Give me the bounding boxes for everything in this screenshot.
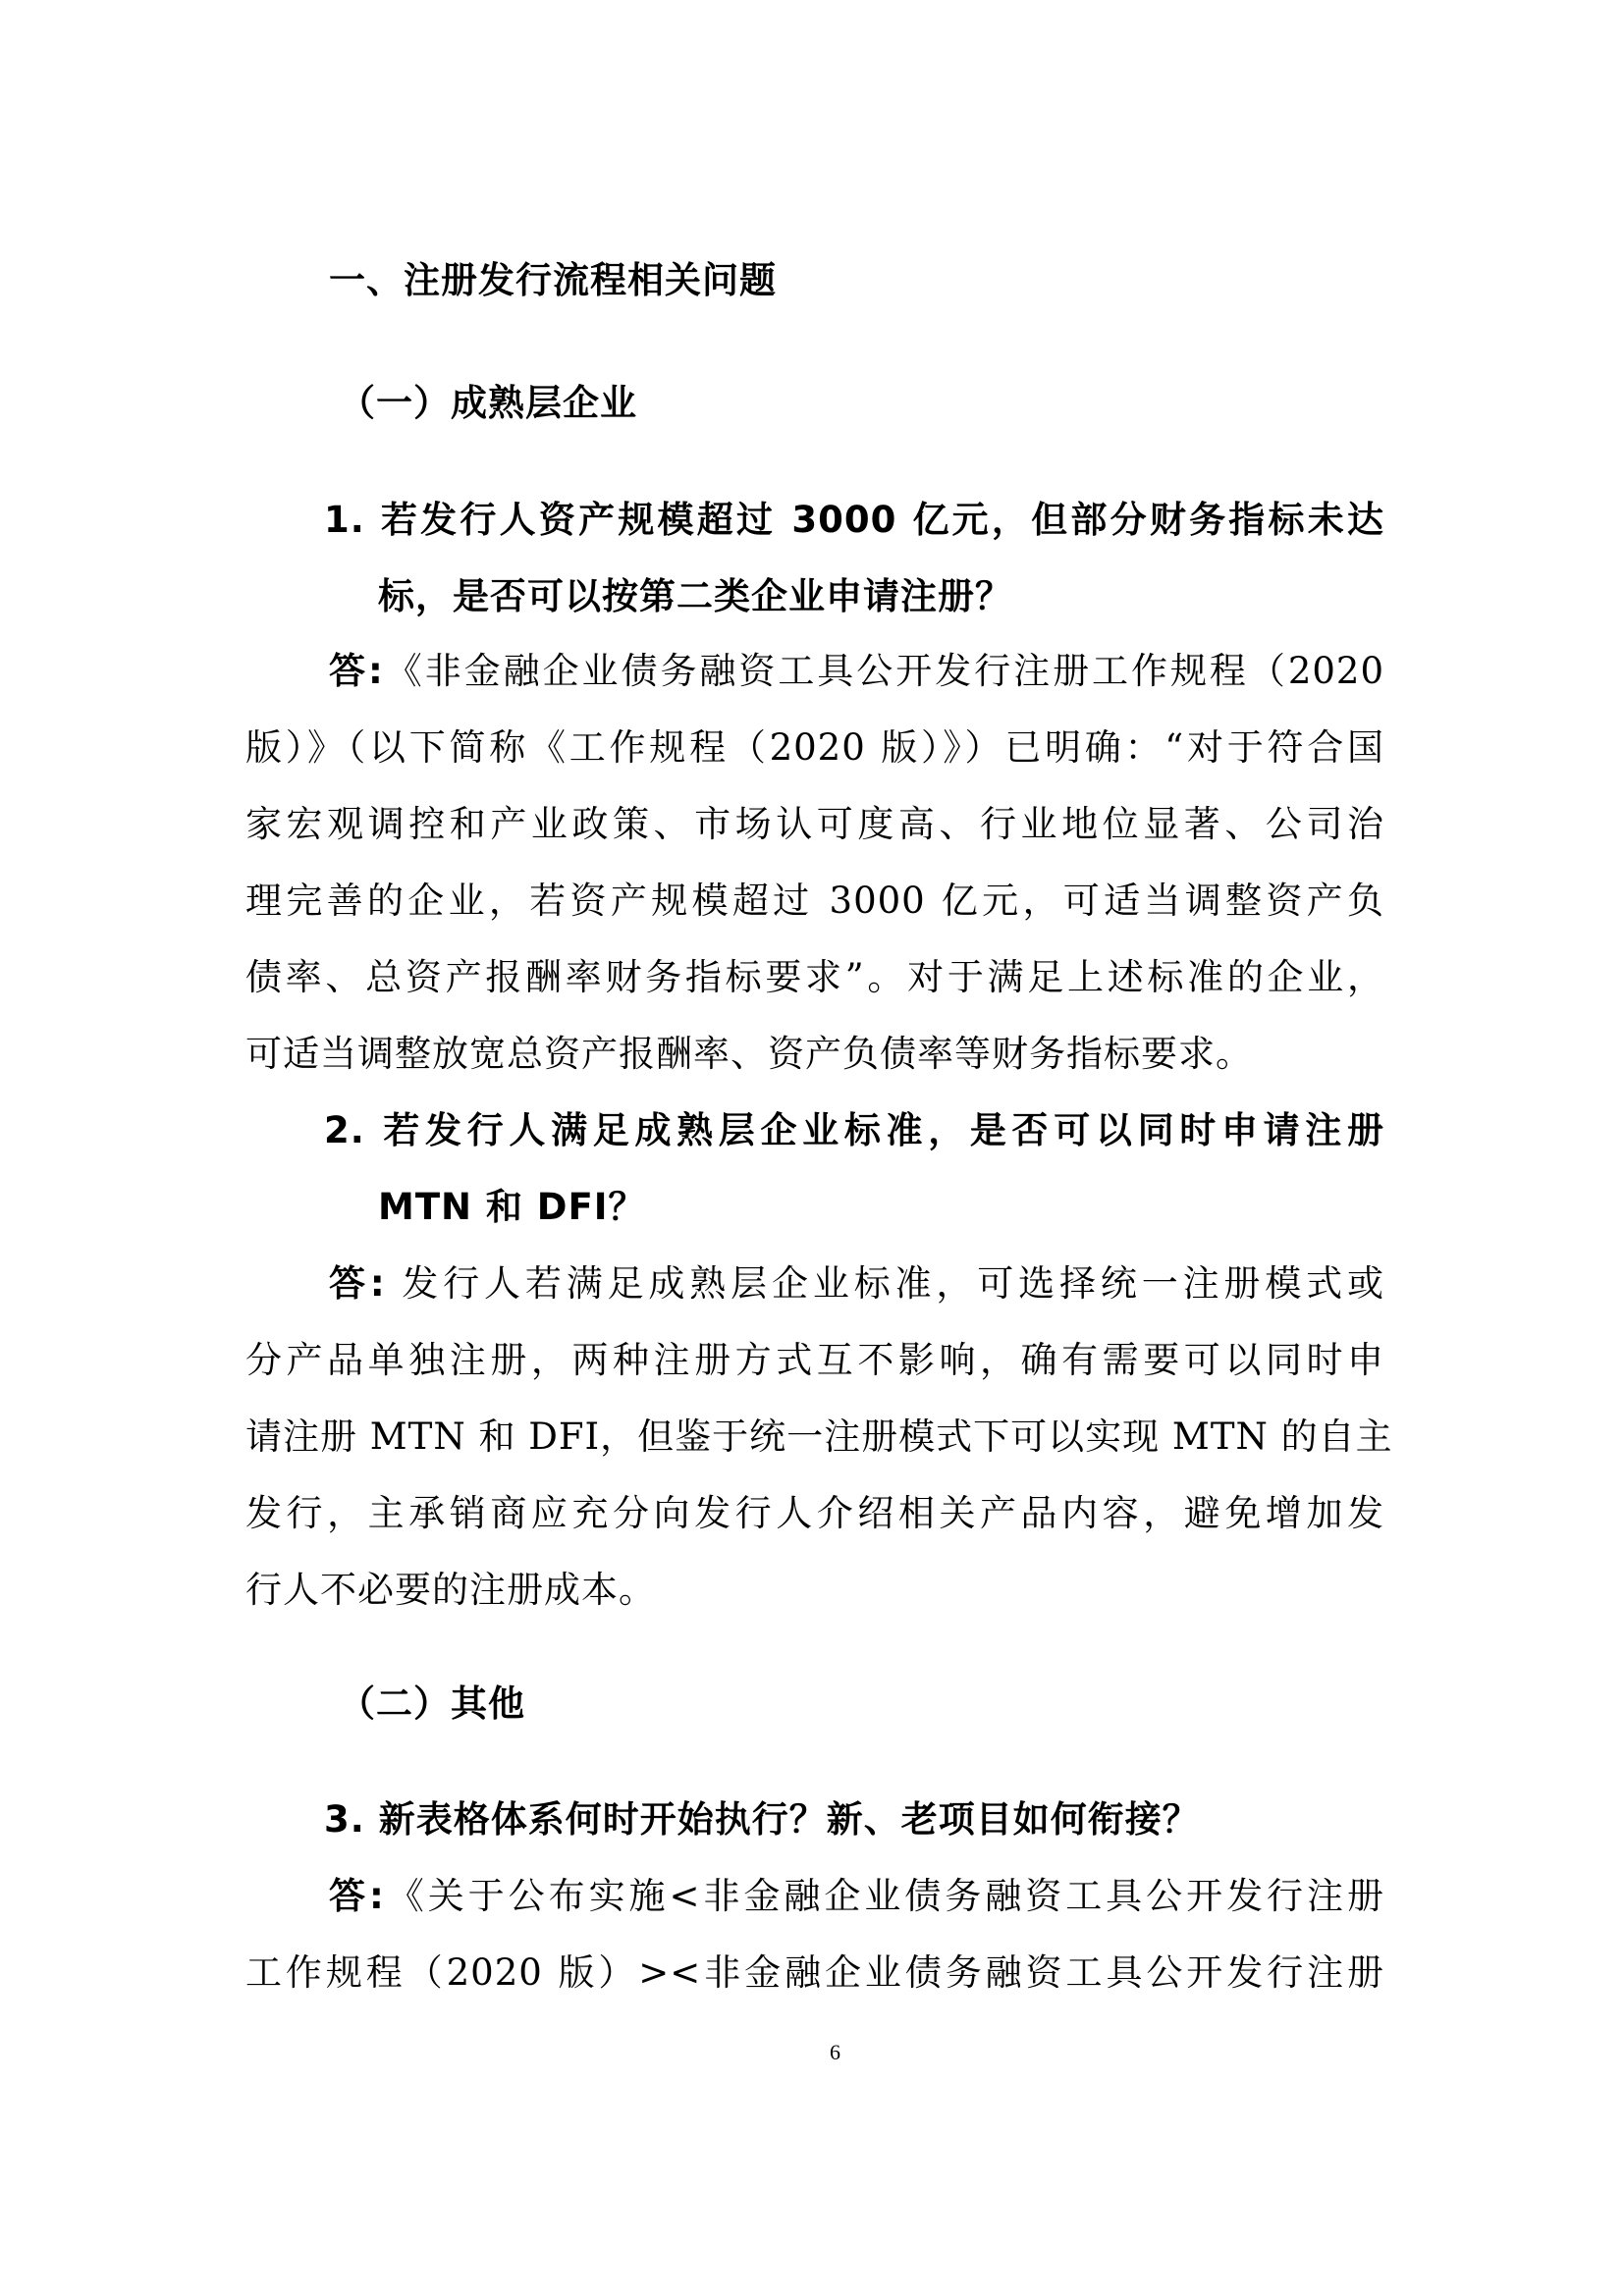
chapter-heading: 一、注册发行流程相关问题: [329, 259, 777, 301]
answer-2-line-4: 发行，主承销商应充分向发行人介绍相关产品内容，避免增加发: [245, 1492, 1384, 1534]
answer-1-line-3: 家宏观调控和产业政策、市场认可度高、行业地位显著、公司治: [245, 803, 1384, 845]
answer-2-line-5: 行人不必要的注册成本。: [245, 1569, 656, 1611]
question-1-line-1: 1. 若发行人资产规模超过 3000 亿元，但部分财务指标未达: [324, 499, 1384, 541]
answer-label: 答:: [329, 1262, 386, 1305]
question-3-line-1: 3. 新表格体系何时开始执行？新、老项目如何衔接？: [324, 1798, 1200, 1841]
answer-label: 答:: [329, 1875, 385, 1917]
answer-2-line-3: 请注册 MTN 和 DFI，但鉴于统一注册模式下可以实现 MTN 的自主: [245, 1415, 1393, 1458]
answer-label: 答:: [329, 650, 384, 692]
answer-2-line-2: 分产品单独注册，两种注册方式互不影响，确有需要可以同时申: [245, 1339, 1384, 1381]
section-heading-mature-tier: （一）成熟层企业: [339, 382, 637, 424]
answer-3-line-1: 答:《关于公布实施<非金融企业债务融资工具公开发行注册: [329, 1875, 1384, 1917]
answer-1-line-1: 答:《非金融企业债务融资工具公开发行注册工作规程（2020: [329, 650, 1384, 692]
question-2-line-1: 2. 若发行人满足成熟层企业标准，是否可以同时申请注册: [324, 1109, 1384, 1151]
answer-1-line-2: 版）》（以下简称《工作规程（2020 版）》）已明确：“对于符合国: [245, 726, 1384, 769]
answer-1-line-4: 理完善的企业，若资产规模超过 3000 亿元，可适当调整资产负: [245, 880, 1384, 922]
question-2-line-2: MTN 和 DFI？: [378, 1186, 646, 1228]
answer-1-line-6: 可适当调整放宽总资产报酬率、资产负债率等财务指标要求。: [245, 1033, 1253, 1075]
page-number: 6: [830, 2040, 840, 2064]
question-number: 1.: [324, 499, 365, 541]
question-1-line-2: 标，是否可以按第二类企业申请注册？: [378, 575, 1012, 617]
question-number: 2.: [324, 1109, 365, 1151]
answer-2-line-1: 答: 发行人若满足成熟层企业标准，可选择统一注册模式或: [329, 1262, 1384, 1305]
question-number: 3.: [324, 1798, 365, 1841]
answer-3-line-2: 工作规程（2020 版）><非金融企业债务融资工具公开发行注册: [245, 1951, 1384, 1994]
section-heading-other: （二）其他: [339, 1682, 525, 1725]
answer-1-line-5: 债率、总资产报酬率财务指标要求”。对于满足上述标准的企业，: [245, 956, 1384, 998]
